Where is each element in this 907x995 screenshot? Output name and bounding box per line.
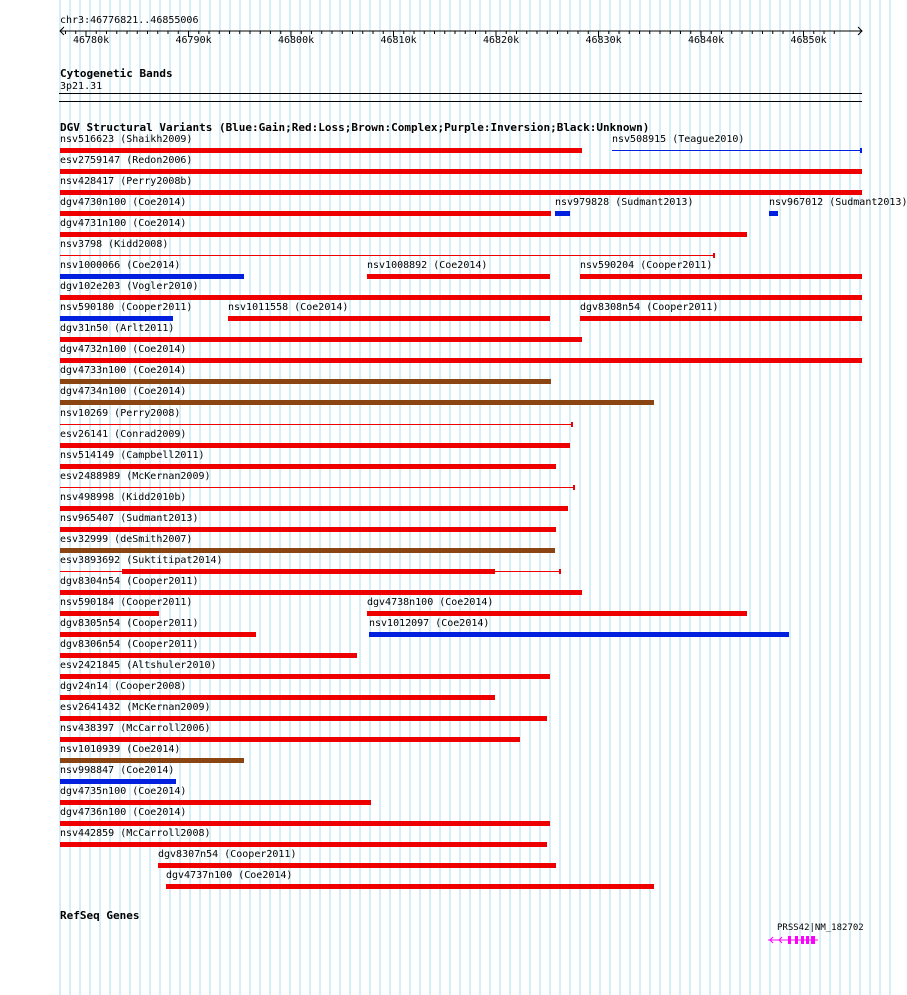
ruler-tick-label: 46800k xyxy=(278,35,315,46)
variant-label[interactable]: dgv24n14 (Cooper2008) xyxy=(60,681,187,693)
ruler-tick-label: 46840k xyxy=(688,35,725,46)
coordinate-label: chr3:46776821..46855006 xyxy=(60,15,199,26)
variant-label[interactable]: esv2641432 (McKernan2009) xyxy=(60,702,211,714)
variant-bar[interactable] xyxy=(60,590,582,595)
variant-label[interactable]: nsv3798 (Kidd2008) xyxy=(60,239,169,251)
variant-label[interactable]: esv2421845 (Altshuler2010) xyxy=(60,660,217,671)
variant-label[interactable]: dgv4734n100 (Coe2014) xyxy=(60,386,187,398)
variant-label[interactable]: dgv4735n100 (Coe2014) xyxy=(60,786,187,798)
variant-end-cap xyxy=(860,148,862,153)
variant-bar[interactable] xyxy=(60,821,550,826)
variant-end-cap xyxy=(713,253,715,258)
variant-label[interactable]: nsv442859 (McCarroll2008) xyxy=(60,828,211,840)
variant-bar[interactable] xyxy=(60,443,570,448)
variant-bar[interactable] xyxy=(60,695,495,700)
variant-line[interactable] xyxy=(60,487,575,488)
dgv-track-title: DGV Structural Variants (Blue:Gain;Red:Loss;Brown:Complex;Purple:Inversion;Black:Unknown) xyxy=(60,121,650,134)
variant-end-cap xyxy=(571,422,573,427)
variant-label[interactable]: esv3893692 (Suktitipat2014) xyxy=(60,554,223,566)
variant-bar[interactable] xyxy=(60,464,556,469)
variant-label[interactable]: dgv4736n100 (Coe2014) xyxy=(60,807,187,819)
variant-bar[interactable] xyxy=(60,379,551,384)
variant-bar[interactable] xyxy=(60,527,556,532)
variant-label[interactable]: nsv428417 (Perry2008b) xyxy=(60,176,193,188)
variant-bar[interactable] xyxy=(60,800,371,805)
variant-label[interactable]: nsv514149 (Campbell2011) xyxy=(60,449,205,461)
variant-label[interactable]: nsv498998 (Kidd2010b) xyxy=(60,491,187,503)
cytoband-track-title: Cytogenetic Bands xyxy=(60,67,173,80)
variant-bar[interactable] xyxy=(60,779,176,784)
variant-label[interactable]: dgv4737n100 (Coe2014) xyxy=(166,870,293,882)
variant-label[interactable]: dgv8306n54 (Cooper2011) xyxy=(60,638,199,650)
ruler-tick-label: 46810k xyxy=(380,35,417,46)
variant-label[interactable]: nsv590184 (Cooper2011) xyxy=(60,596,193,608)
variant-label[interactable]: dgv102e203 (Vogler2010) xyxy=(60,281,199,293)
variant-bar[interactable] xyxy=(60,295,862,300)
variant-bar[interactable] xyxy=(60,548,555,553)
cytoband-band[interactable] xyxy=(59,93,862,94)
variant-label[interactable]: dgv4731n100 (Coe2014) xyxy=(60,218,187,230)
variant-label[interactable]: nsv965407 (Sudmant2013) xyxy=(60,512,199,524)
variant-end-cap xyxy=(573,485,575,490)
variant-bar[interactable] xyxy=(580,316,862,321)
variant-label[interactable]: nsv590204 (Cooper2011) xyxy=(580,260,713,272)
variant-label[interactable]: nsv516623 (Shaikh2009) xyxy=(60,134,193,145)
gene-glyph[interactable] xyxy=(768,933,828,947)
variant-bar[interactable] xyxy=(60,274,244,279)
variant-bar[interactable] xyxy=(158,863,556,868)
variant-bar[interactable] xyxy=(555,211,570,216)
variant-bar[interactable] xyxy=(60,400,654,405)
variant-label[interactable]: nsv590180 (Cooper2011) xyxy=(60,302,193,314)
variant-bar[interactable] xyxy=(369,632,789,637)
ruler-tick-label: 46850k xyxy=(790,35,827,46)
variant-bar[interactable] xyxy=(60,337,582,342)
variant-line[interactable] xyxy=(60,424,573,425)
variant-label[interactable]: nsv1008892 (Coe2014) xyxy=(367,260,488,272)
variant-bar[interactable] xyxy=(60,632,256,637)
variant-bar[interactable] xyxy=(60,842,547,847)
variant-label[interactable]: nsv438397 (McCarroll2006) xyxy=(60,723,211,735)
cytoband-label[interactable]: 3p21.31 xyxy=(60,81,103,92)
variant-bar[interactable] xyxy=(60,211,551,216)
variant-line[interactable] xyxy=(60,255,715,256)
variant-label[interactable]: nsv508915 (Teague2010) xyxy=(612,134,745,145)
variant-bar[interactable] xyxy=(60,758,244,763)
variant-label[interactable]: dgv4730n100 (Coe2014) xyxy=(60,197,187,209)
variant-bar[interactable] xyxy=(367,611,747,616)
variant-label[interactable]: nsv979828 (Sudmant2013) xyxy=(555,197,694,209)
variant-line[interactable] xyxy=(612,150,862,151)
variant-bar[interactable] xyxy=(60,358,862,363)
variant-label[interactable]: nsv1012097 (Coe2014) xyxy=(369,617,490,629)
variant-label[interactable]: esv2759147 (Redon2006) xyxy=(60,155,193,167)
variant-label[interactable]: dgv4732n100 (Coe2014) xyxy=(60,344,187,356)
variant-label[interactable]: dgv8304n54 (Cooper2011) xyxy=(60,575,199,587)
variant-bar[interactable] xyxy=(60,653,357,658)
ruler-scale[interactable] xyxy=(0,22,890,72)
ruler-tick-label: 46780k xyxy=(73,35,110,46)
variant-label[interactable]: dgv4733n100 (Coe2014) xyxy=(60,365,187,377)
variant-bar[interactable] xyxy=(60,611,159,616)
variant-bar[interactable] xyxy=(60,148,582,153)
variant-bar[interactable] xyxy=(60,316,173,321)
variant-label[interactable]: nsv10269 (Perry2008) xyxy=(60,407,181,419)
variant-end-cap xyxy=(559,569,561,574)
variant-label[interactable]: nsv998847 (Coe2014) xyxy=(60,765,175,777)
variant-bar[interactable] xyxy=(60,737,520,742)
gene-label[interactable]: PRSS42|NM_182702 xyxy=(777,923,864,933)
variant-bar[interactable] xyxy=(367,274,550,279)
variant-bar[interactable] xyxy=(60,674,550,679)
variant-label[interactable]: nsv1011558 (Coe2014) xyxy=(228,302,349,314)
ruler-tick-label: 46820k xyxy=(483,35,520,46)
ruler-tick-label: 46790k xyxy=(175,35,212,46)
variant-label[interactable]: dgv4738n100 (Coe2014) xyxy=(367,596,494,608)
variant-label[interactable]: nsv1010939 (Coe2014) xyxy=(60,744,181,756)
variant-bar[interactable] xyxy=(60,169,862,174)
variant-bar[interactable] xyxy=(580,274,862,279)
variant-label[interactable]: dgv8305n54 (Cooper2011) xyxy=(60,617,199,629)
variant-bar[interactable] xyxy=(228,316,550,321)
variant-bar[interactable] xyxy=(166,884,654,889)
variant-label[interactable]: dgv8307n54 (Cooper2011) xyxy=(158,849,297,861)
variant-bar[interactable] xyxy=(60,190,862,195)
variant-label[interactable]: dgv8308n54 (Cooper2011) xyxy=(580,302,719,314)
variant-bar[interactable] xyxy=(122,569,495,574)
variant-bar[interactable] xyxy=(769,211,778,216)
variant-label[interactable]: dgv31n50 (Arlt2011) xyxy=(60,323,175,335)
variant-bar[interactable] xyxy=(60,716,547,721)
variant-bar[interactable] xyxy=(60,506,568,511)
variant-bar[interactable] xyxy=(60,232,747,237)
ruler-tick-label: 46830k xyxy=(585,35,622,46)
variant-label[interactable]: esv26141 (Conrad2009) xyxy=(60,428,187,440)
variant-label[interactable]: esv32999 (deSmith2007) xyxy=(60,533,193,545)
variant-label[interactable]: nsv967012 (Sudmant2013) xyxy=(769,197,907,209)
cytoband-band-lower xyxy=(59,101,862,102)
variant-label[interactable]: esv2488989 (McKernan2009) xyxy=(60,470,211,482)
variant-label[interactable]: nsv1000066 (Coe2014) xyxy=(60,260,181,272)
refseq-track-title: RefSeq Genes xyxy=(60,909,140,922)
